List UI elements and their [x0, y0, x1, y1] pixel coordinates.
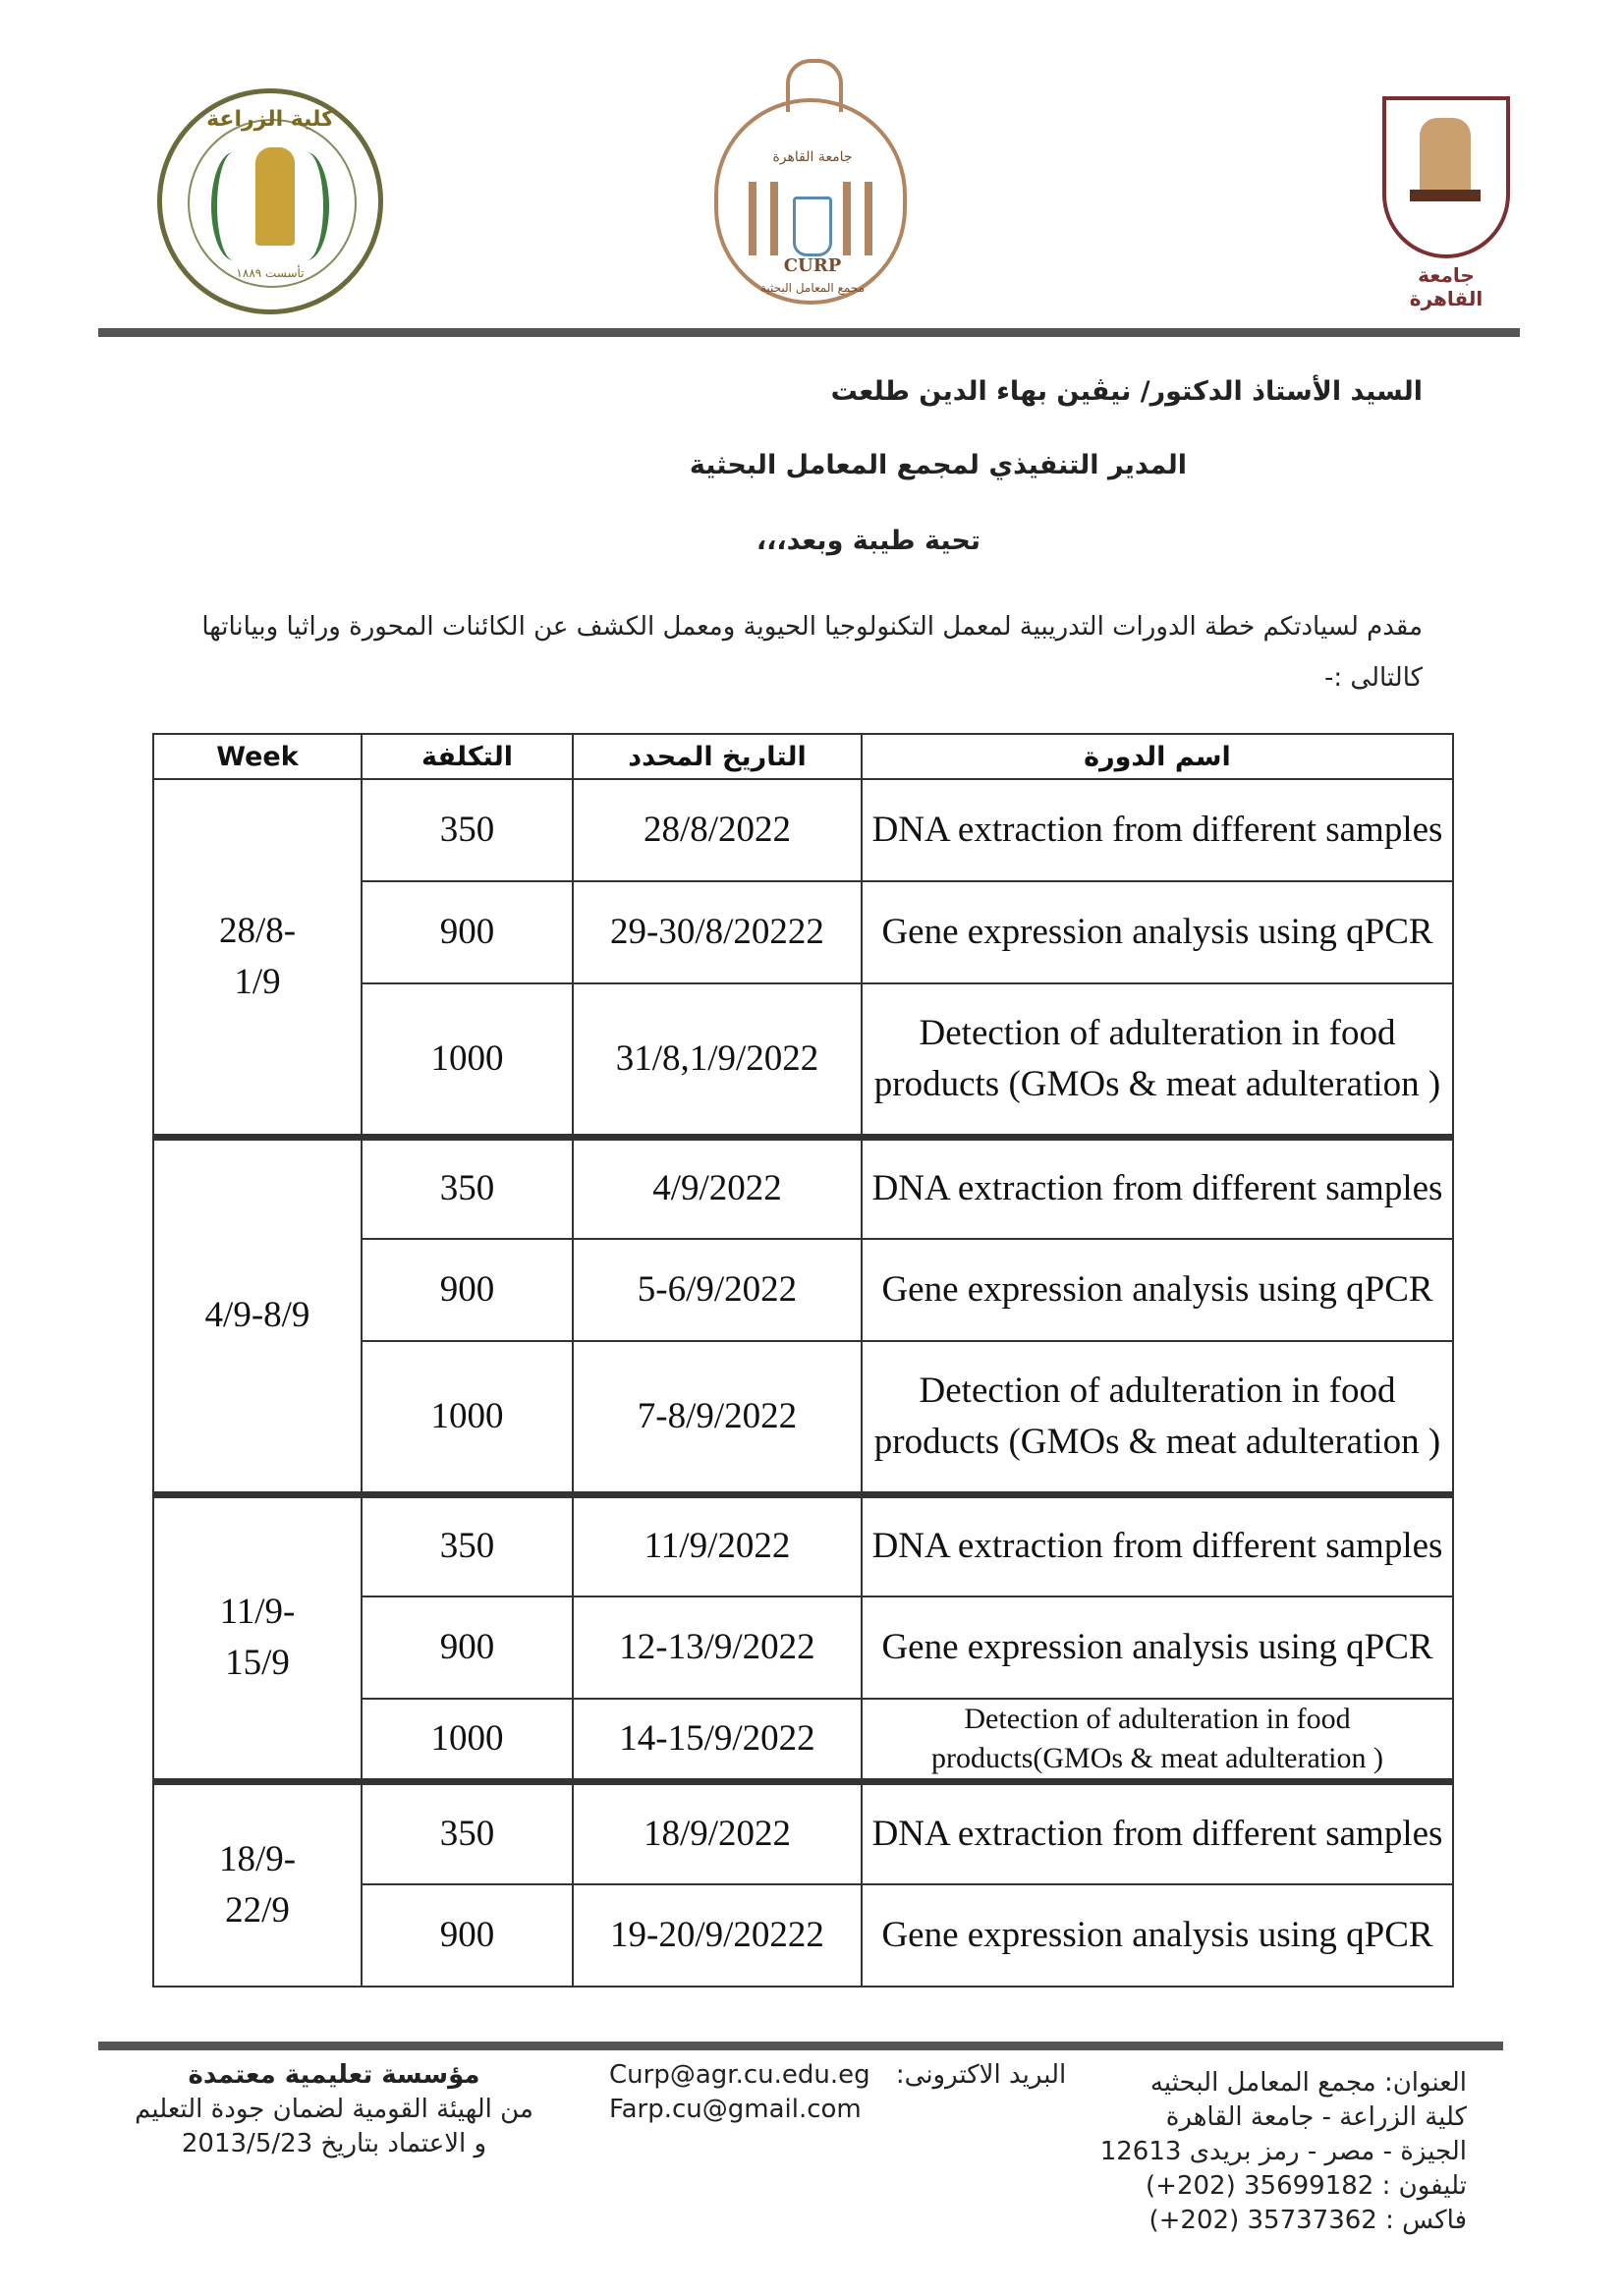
curp-logo — [709, 59, 916, 309]
date-cell: 14-15/9/2022 — [573, 1699, 862, 1782]
footer-divider — [98, 2042, 1503, 2050]
logo-right-name: جامعة القاهرة — [1409, 263, 1484, 310]
header-week: Week — [153, 734, 362, 779]
course-cell: Gene expression analysis using qPCR — [862, 1596, 1453, 1699]
date-cell: 18/9/2022 — [573, 1782, 862, 1884]
date-cell: 31/8,1/9/2022 — [573, 983, 862, 1137]
address-block — [1035, 2066, 1467, 2238]
salutation: السيد الأستاذ الدكتور/ نيڤين بهاء الدين طلعت — [830, 376, 1423, 407]
logo-center-top-text: جامعة القاهرة — [772, 149, 853, 165]
cost-cell: 900 — [362, 1596, 573, 1699]
course-cell: Gene expression analysis using qPCR — [862, 881, 1453, 983]
date-cell: 7-8/9/2022 — [573, 1341, 862, 1494]
intro-paragraph: مقدم لسيادتكم خطة الدورات التدريبية لمعمل التكنولوجيا الحيوية ومعمل الكشف عن الكائنات المحورة وراثيا وبياناتها كالتالى :- — [201, 612, 1423, 693]
logo-center-sub: مجمع المعامل البحثية — [759, 281, 866, 295]
course-cell: Gene expression analysis using qPCR — [862, 1239, 1453, 1341]
faculty-of-agriculture-logo — [157, 88, 383, 314]
course-cell: DNA extraction from different samples — [862, 1782, 1453, 1884]
header-date: التاريخ المحدد — [573, 734, 862, 779]
course-cell: Detection of adulteration in food products(GMOs & meat adulteration ) — [862, 1699, 1453, 1782]
date-cell: 28/8/2022 — [573, 779, 862, 881]
course-cell: Detection of adulteration in food products (GMOs & meat adulteration ) — [862, 1341, 1453, 1494]
cost-cell: 900 — [362, 1239, 573, 1341]
week-cell: 28/8- 1/9 — [153, 779, 362, 1137]
accreditation-line2: و الاعتماد بتاريخ 2013/5/23 — [181, 2129, 487, 2158]
logo-center-label: CURP — [783, 255, 842, 276]
cairo-university-logo — [1382, 96, 1510, 310]
phone-number: تليفون : 35699182 (202+) — [1146, 2171, 1467, 2201]
cost-cell: 900 — [362, 881, 573, 983]
course-cell: Detection of adulteration in food products (GMOs & meat adulteration ) — [862, 983, 1453, 1137]
course-cell: DNA extraction from different samples — [862, 1137, 1453, 1239]
flask-icon — [793, 196, 832, 256]
header-cost: التكلفة — [362, 734, 573, 779]
date-cell: 5-6/9/2022 — [573, 1239, 862, 1341]
course-cell: DNA extraction from different samples — [862, 779, 1453, 881]
header-course: اسم الدورة — [862, 734, 1453, 779]
date-cell: 4/9/2022 — [573, 1137, 862, 1239]
accreditation-title: مؤسسة تعليمية معتمدة — [188, 2060, 480, 2090]
date-cell: 29-30/8/20222 — [573, 881, 862, 983]
fax-number: فاكس : 35737362 (202+) — [1148, 2206, 1467, 2235]
date-cell: 11/9/2022 — [573, 1494, 862, 1596]
cost-cell: 350 — [362, 1494, 573, 1596]
scribe-figure-icon — [1420, 118, 1471, 196]
cost-cell: 900 — [362, 1884, 573, 1987]
cost-cell: 1000 — [362, 1699, 573, 1782]
greeting: تحية طيبة وبعد،،، — [756, 526, 980, 556]
email-link-primary[interactable]: Curp@agr.cu.edu.eg — [609, 2060, 870, 2090]
address-line3: الجيزة - مصر - رمز بريدى 12613 — [1099, 2137, 1467, 2166]
recipient-title: المدير التنفيذي لمجمع المعامل البحثية — [689, 450, 1187, 480]
cost-cell: 350 — [362, 1782, 573, 1884]
cost-cell: 350 — [362, 1137, 573, 1239]
week-cell: 4/9-8/9 — [153, 1137, 362, 1494]
week-cell: 11/9- 15/9 — [153, 1494, 362, 1782]
logo-left-top-text: كلية الزراعة — [206, 107, 334, 132]
date-cell: 12-13/9/2022 — [573, 1596, 862, 1699]
email-link-secondary[interactable]: Farp.cu@gmail.com — [609, 2095, 862, 2124]
cost-cell: 350 — [362, 779, 573, 881]
accreditation-block — [123, 2058, 545, 2161]
address-line2: كلية الزراعة - جامعة القاهرة — [1165, 2102, 1467, 2132]
cost-cell: 1000 — [362, 983, 573, 1137]
logo-left-founded: تأسست ١٨٨٩ — [236, 266, 305, 280]
accreditation-line1: من الهيئة القومية لضمان جودة التعليم — [135, 2095, 533, 2124]
course-cell: DNA extraction from different samples — [862, 1494, 1453, 1596]
course-schedule-table — [152, 733, 1454, 1988]
cost-cell: 1000 — [362, 1341, 573, 1494]
email-block — [609, 2058, 1100, 2127]
address-line1: العنوان: مجمع المعامل البحثيه — [1149, 2068, 1467, 2098]
pharaoh-figure-icon — [255, 147, 295, 246]
week-cell: 18/9- 22/9 — [153, 1782, 362, 1987]
date-cell: 19-20/9/20222 — [573, 1884, 862, 1987]
course-cell: Gene expression analysis using qPCR — [862, 1884, 1453, 1987]
email-label: البريد الاكترونى: — [895, 2060, 1067, 2090]
header-divider — [98, 328, 1520, 337]
